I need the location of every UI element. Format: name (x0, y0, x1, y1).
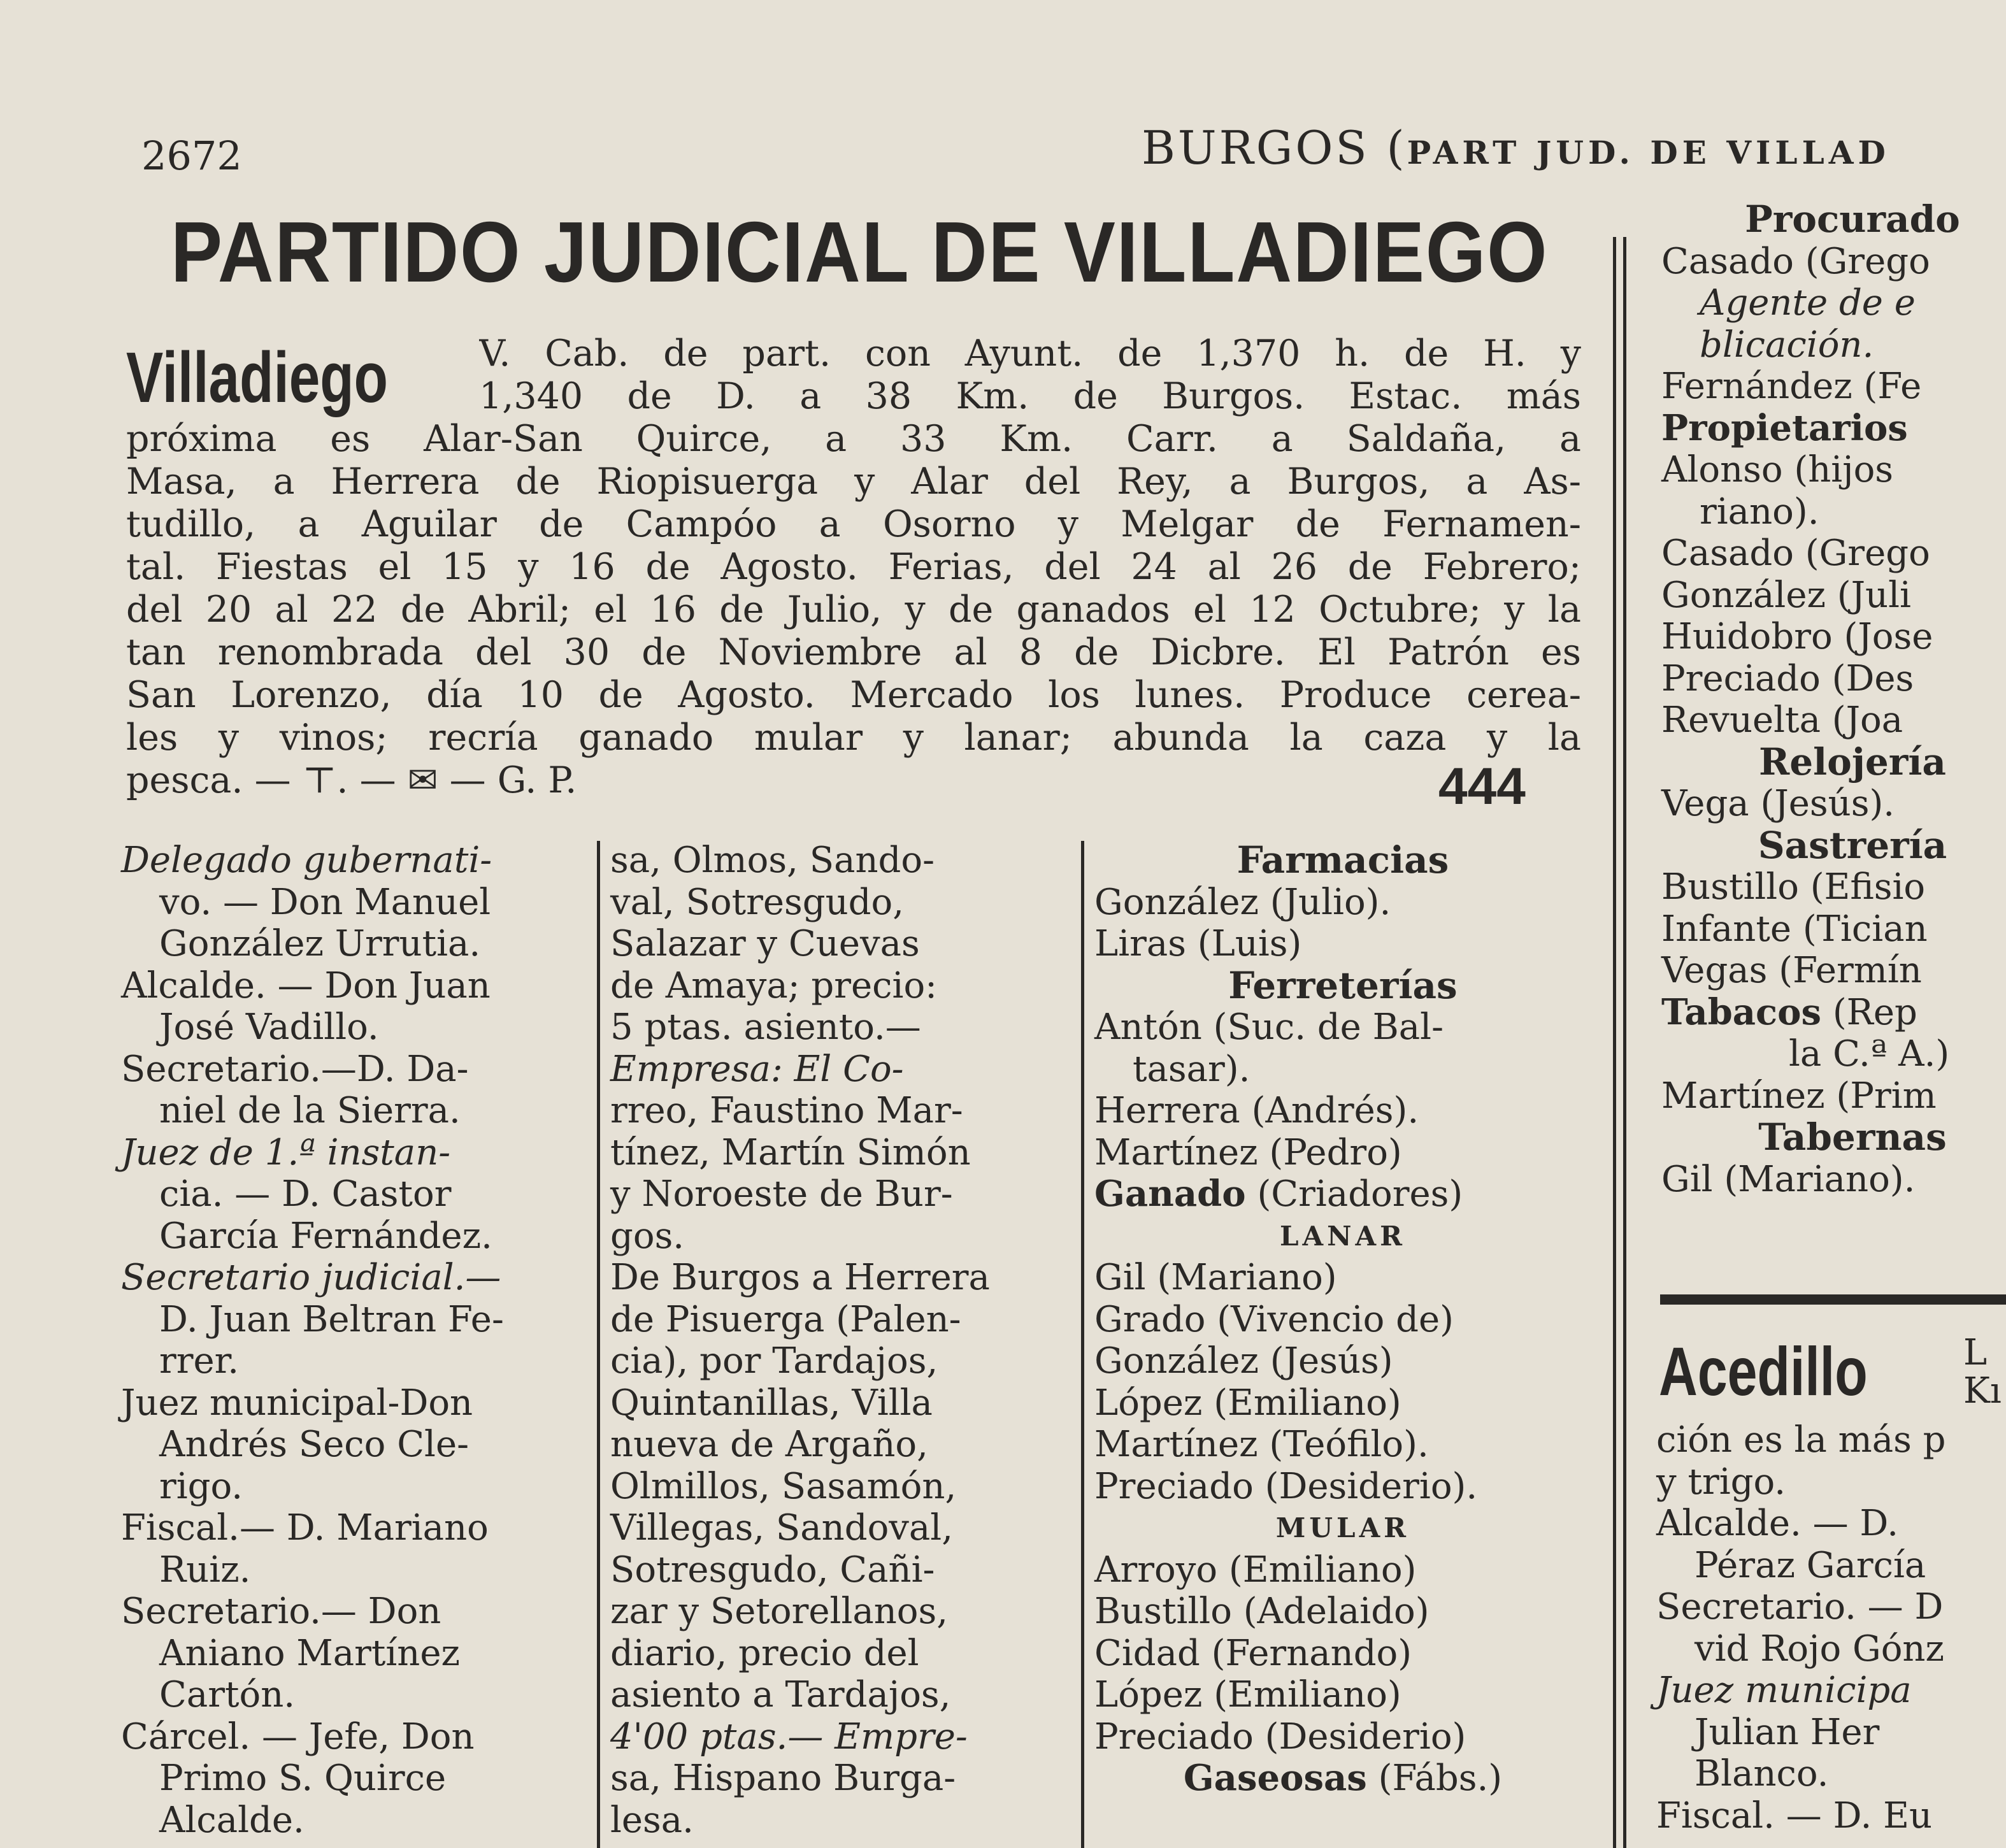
list-item: Vega (Jesús). (1661, 783, 1895, 824)
acedillo-side-line: L (1963, 1332, 1988, 1373)
transport-line: lesa. (610, 1799, 694, 1841)
transport-line: de Pisuerga (Palen- (610, 1298, 961, 1340)
heading-tabernas: Tabernas (1758, 1115, 1947, 1159)
list-item: Revuelta (Joa (1661, 699, 1903, 741)
list-item: González (Julio). (1094, 881, 1391, 923)
official-line: Delegado gubernati- (121, 840, 492, 881)
transport-line: val, Sotresgudo, (610, 881, 905, 923)
heading-ganado (1094, 1173, 1591, 1215)
list-item: Preciado (Des (1661, 657, 1914, 699)
official-line: Juez municipa (1656, 1670, 1912, 1711)
list-item: Casado (Grego (1661, 533, 1930, 574)
transport-line: gos. (610, 1215, 685, 1257)
heading-procuradores: Procurado (1745, 197, 1960, 241)
list-item: Preciado (Desiderio). (1094, 1465, 1478, 1507)
acedillo-details (1656, 1419, 2006, 1837)
transport-line: sa, Olmos, Sando- (610, 840, 935, 881)
list-item: Martínez (Prim (1661, 1075, 1937, 1117)
transport-line: tínez, Martín Simón (610, 1131, 971, 1173)
official-line: Blanco. (1694, 1753, 1829, 1794)
official-line: Alcalde. (159, 1799, 304, 1841)
transport-line: 5 ptas. asiento.— (610, 1006, 921, 1048)
list-item: la C.ª A.) (1789, 1033, 1950, 1075)
official-line: Juez de 1.ª instan- (121, 1131, 451, 1173)
heading-ganado-label: Ganado (1094, 1173, 1246, 1215)
official-line: Cartón. (159, 1674, 296, 1715)
running-head-main: BURGOS ( (1142, 121, 1407, 175)
list-item: riano). (1700, 491, 1819, 533)
heading-propietarios: Propietarios (1661, 406, 1908, 449)
official-line: Ruiz. (159, 1549, 251, 1591)
heading-ganado-note: (Criadores) (1257, 1173, 1463, 1215)
list-item: Fernández (Fe (1661, 366, 1922, 407)
official-line: Alcalde. — D. (1656, 1503, 1899, 1544)
running-head-small: PART JUD. DE VILLAD (1407, 134, 1890, 171)
official-line: Fiscal. — D. Eu (1656, 1794, 1933, 1837)
transport-line: nueva de Argaño, (610, 1424, 928, 1465)
transport-line: Olmillos, Sasamón, (610, 1465, 957, 1507)
page-number: 2672 (141, 133, 242, 179)
official-line: rigo. (159, 1465, 243, 1507)
list-item: Bustillo (Efisio (1661, 866, 1926, 908)
heading-relojeria: Relojería (1759, 740, 1946, 784)
official-line: González Urrutia. (159, 923, 481, 964)
transport-line: cia), por Tardajos, (610, 1340, 938, 1382)
transport-line: Sotresgudo, Cañi- (610, 1549, 935, 1591)
official-line: Péraz García (1694, 1544, 1926, 1586)
intro-line: tudillo, a Aguilar de Campóo a Osorno y Melgar de Fernamen- (126, 503, 1581, 545)
official-line: Primo S. Quirce (159, 1758, 447, 1799)
column-rule (1613, 237, 1616, 1848)
intro-line: tan renombrada del 30 de Noviembre al 8 de Dicbre. El Patrón es (126, 631, 1581, 673)
official-line: Secretario.— Don (121, 1591, 441, 1632)
town-intro (126, 418, 1581, 802)
acedillo-line: ción es la más p (1656, 1419, 1946, 1461)
running-head (1142, 121, 1890, 175)
heading-gaseosas-label: Gaseosas (1183, 1757, 1367, 1799)
official-line: José Vadillo. (159, 1006, 379, 1048)
column-rule (1081, 841, 1084, 1848)
list-item: Agente de e (1700, 282, 1916, 324)
list-item: Gil (Mariano). (1661, 1158, 1916, 1200)
list-item: López (Emiliano) (1094, 1382, 1401, 1424)
list-item: González (Jesús) (1094, 1340, 1393, 1382)
list-item: Martínez (Pedro) (1094, 1131, 1402, 1173)
transport-line: zar y Setorellanos, (610, 1591, 949, 1632)
subheading-mular: MULAR (1275, 1512, 1410, 1544)
official-line: Fiscal.— D. Mariano (121, 1507, 489, 1549)
list-item: Herrera (Andrés). (1094, 1090, 1419, 1131)
intro-last-line: pesca. — ⊤. — ✉ — G. P. (126, 759, 577, 801)
intro-line: les y vinos; recría ganado mular y lanar; abunda la caza y la (126, 717, 1581, 759)
list-item: Infante (Tician (1661, 908, 1928, 950)
column-commerce (1094, 840, 1591, 1800)
acedillo-line: y trigo. (1656, 1461, 1786, 1503)
acedillo-side-lines (1963, 1334, 2002, 1410)
section-title: PARTIDO JUDICIAL DE VILLADIEGO (171, 204, 1549, 300)
intro-line: V. Cab. de part. con Ayunt. de 1,370 h. de H. y (479, 333, 1581, 375)
transport-line: sa, Hispano Burga- (610, 1758, 956, 1799)
list-item: Cidad (Fernando) (1094, 1632, 1412, 1674)
official-line: Juez municipal-Don (121, 1382, 473, 1424)
official-line: Alcalde. — Don Juan (121, 964, 491, 1006)
official-line: Secretario.—D. Da- (121, 1048, 469, 1090)
list-item: Preciado (Desiderio) (1094, 1715, 1466, 1758)
list-item: Gil (Mariano) (1094, 1257, 1337, 1298)
list-item: Liras (Luis) (1094, 923, 1302, 964)
heading-gaseosas (1094, 1758, 1591, 1800)
transport-line: rreo, Faustino Mar- (610, 1090, 963, 1131)
list-item: Huidobro (Jose (1661, 616, 1933, 657)
transport-line: asiento a Tardajos, (610, 1674, 951, 1715)
official-line: Secretario. — D (1656, 1586, 1944, 1628)
acedillo-side-line: Kı (1963, 1370, 2002, 1412)
transport-line: Salazar y Cuevas (610, 923, 920, 964)
heading-tabacos-label: Tabacos (1661, 991, 1822, 1033)
official-line: D. Juan Beltran Fe- (159, 1298, 504, 1340)
official-line: Secretario judicial.— (121, 1257, 501, 1298)
heading-tabacos-note: (Rep (1832, 991, 1917, 1033)
heading-gaseosas-note: (Fábs.) (1378, 1758, 1503, 1799)
list-item: tasar). (1133, 1048, 1250, 1090)
heading-farmacias: Farmacias (1236, 838, 1449, 882)
official-line: Cárcel. — Jefe, Don (121, 1715, 475, 1758)
list-item: Alonso (hijos (1661, 449, 1894, 491)
transport-line: y Noroeste de Bur- (610, 1173, 953, 1215)
list-item: Vegas (Fermín (1661, 950, 1922, 991)
column-transport (610, 840, 1069, 1841)
official-line: Aniano Martínez (159, 1632, 461, 1674)
official-line: Andrés Seco Cle- (159, 1424, 469, 1465)
section-divider (1660, 1294, 2006, 1305)
heading-tabacos (1661, 992, 2006, 1034)
list-item: Arroyo (Emiliano) (1094, 1549, 1417, 1591)
heading-ferreterias: Ferreterías (1228, 963, 1458, 1007)
list-item: Casado (Grego (1661, 240, 1930, 282)
official-line: vid Rojo Gónz (1694, 1628, 1944, 1670)
intro-line: 1,340 de D. a 38 Km. de Burgos. Estac. más (479, 375, 1581, 417)
official-line: niel de la Sierra. (159, 1090, 461, 1131)
list-item: Bustillo (Adelaido) (1094, 1591, 1429, 1632)
official-line: cia. — D. Castor (159, 1173, 452, 1215)
official-line: vo. — Don Manuel (159, 881, 491, 923)
intro-line: Masa, a Herrera de Riopisuerga y Alar del Rey, a Burgos, a As- (126, 461, 1581, 503)
column-rule (597, 841, 600, 1848)
intro-line: San Lorenzo, día 10 de Agosto. Mercado los lunes. Produce cerea- (126, 674, 1581, 716)
transport-line: Villegas, Sandoval, (610, 1507, 954, 1549)
column-officials (121, 840, 586, 1841)
list-item: Martínez (Teófilo). (1094, 1424, 1429, 1465)
subheading-lanar: LANAR (1280, 1220, 1406, 1252)
list-item: blicación. (1700, 324, 1874, 366)
list-item: Antón (Suc. de Bal- (1094, 1006, 1444, 1048)
official-line: Julian Her (1694, 1711, 1880, 1753)
transport-line: 4'00 ptas.— Empre- (610, 1715, 968, 1758)
column-right (1661, 199, 2006, 1200)
intro-line: próxima es Alar-San Quirce, a 33 Km. Carr. a Saldaña, a (126, 418, 1581, 460)
intro-line: del 20 al 22 de Abril; el 16 de Julio, y de ganados el 12 Octubre; y la (126, 589, 1581, 631)
list-item: López (Emiliano) (1094, 1674, 1401, 1715)
transport-line: Quintanillas, Villa (610, 1382, 933, 1424)
heading-sastreria: Sastrería (1758, 823, 1947, 867)
transport-line: De Burgos a Herrera (610, 1257, 990, 1298)
official-line: García Fernández. (159, 1215, 492, 1257)
town-name: Villadiego (126, 338, 389, 417)
list-item: González (Juli (1661, 574, 1911, 616)
transport-line: diario, precio del (610, 1632, 919, 1674)
list-item: Grado (Vivencio de) (1094, 1298, 1454, 1340)
town-name-acedillo: Acedillo (1659, 1333, 1868, 1410)
reference-number: 444 (1438, 757, 1526, 815)
official-line: rrer. (159, 1340, 240, 1382)
column-rule (1623, 237, 1626, 1848)
transport-line: Empresa: El Co- (610, 1048, 904, 1090)
town-intro-first (479, 333, 1581, 418)
transport-line: de Amaya; precio: (610, 964, 938, 1006)
intro-line: tal. Fiestas el 15 y 16 de Agosto. Ferias, del 24 al 26 de Febrero; (126, 546, 1581, 588)
